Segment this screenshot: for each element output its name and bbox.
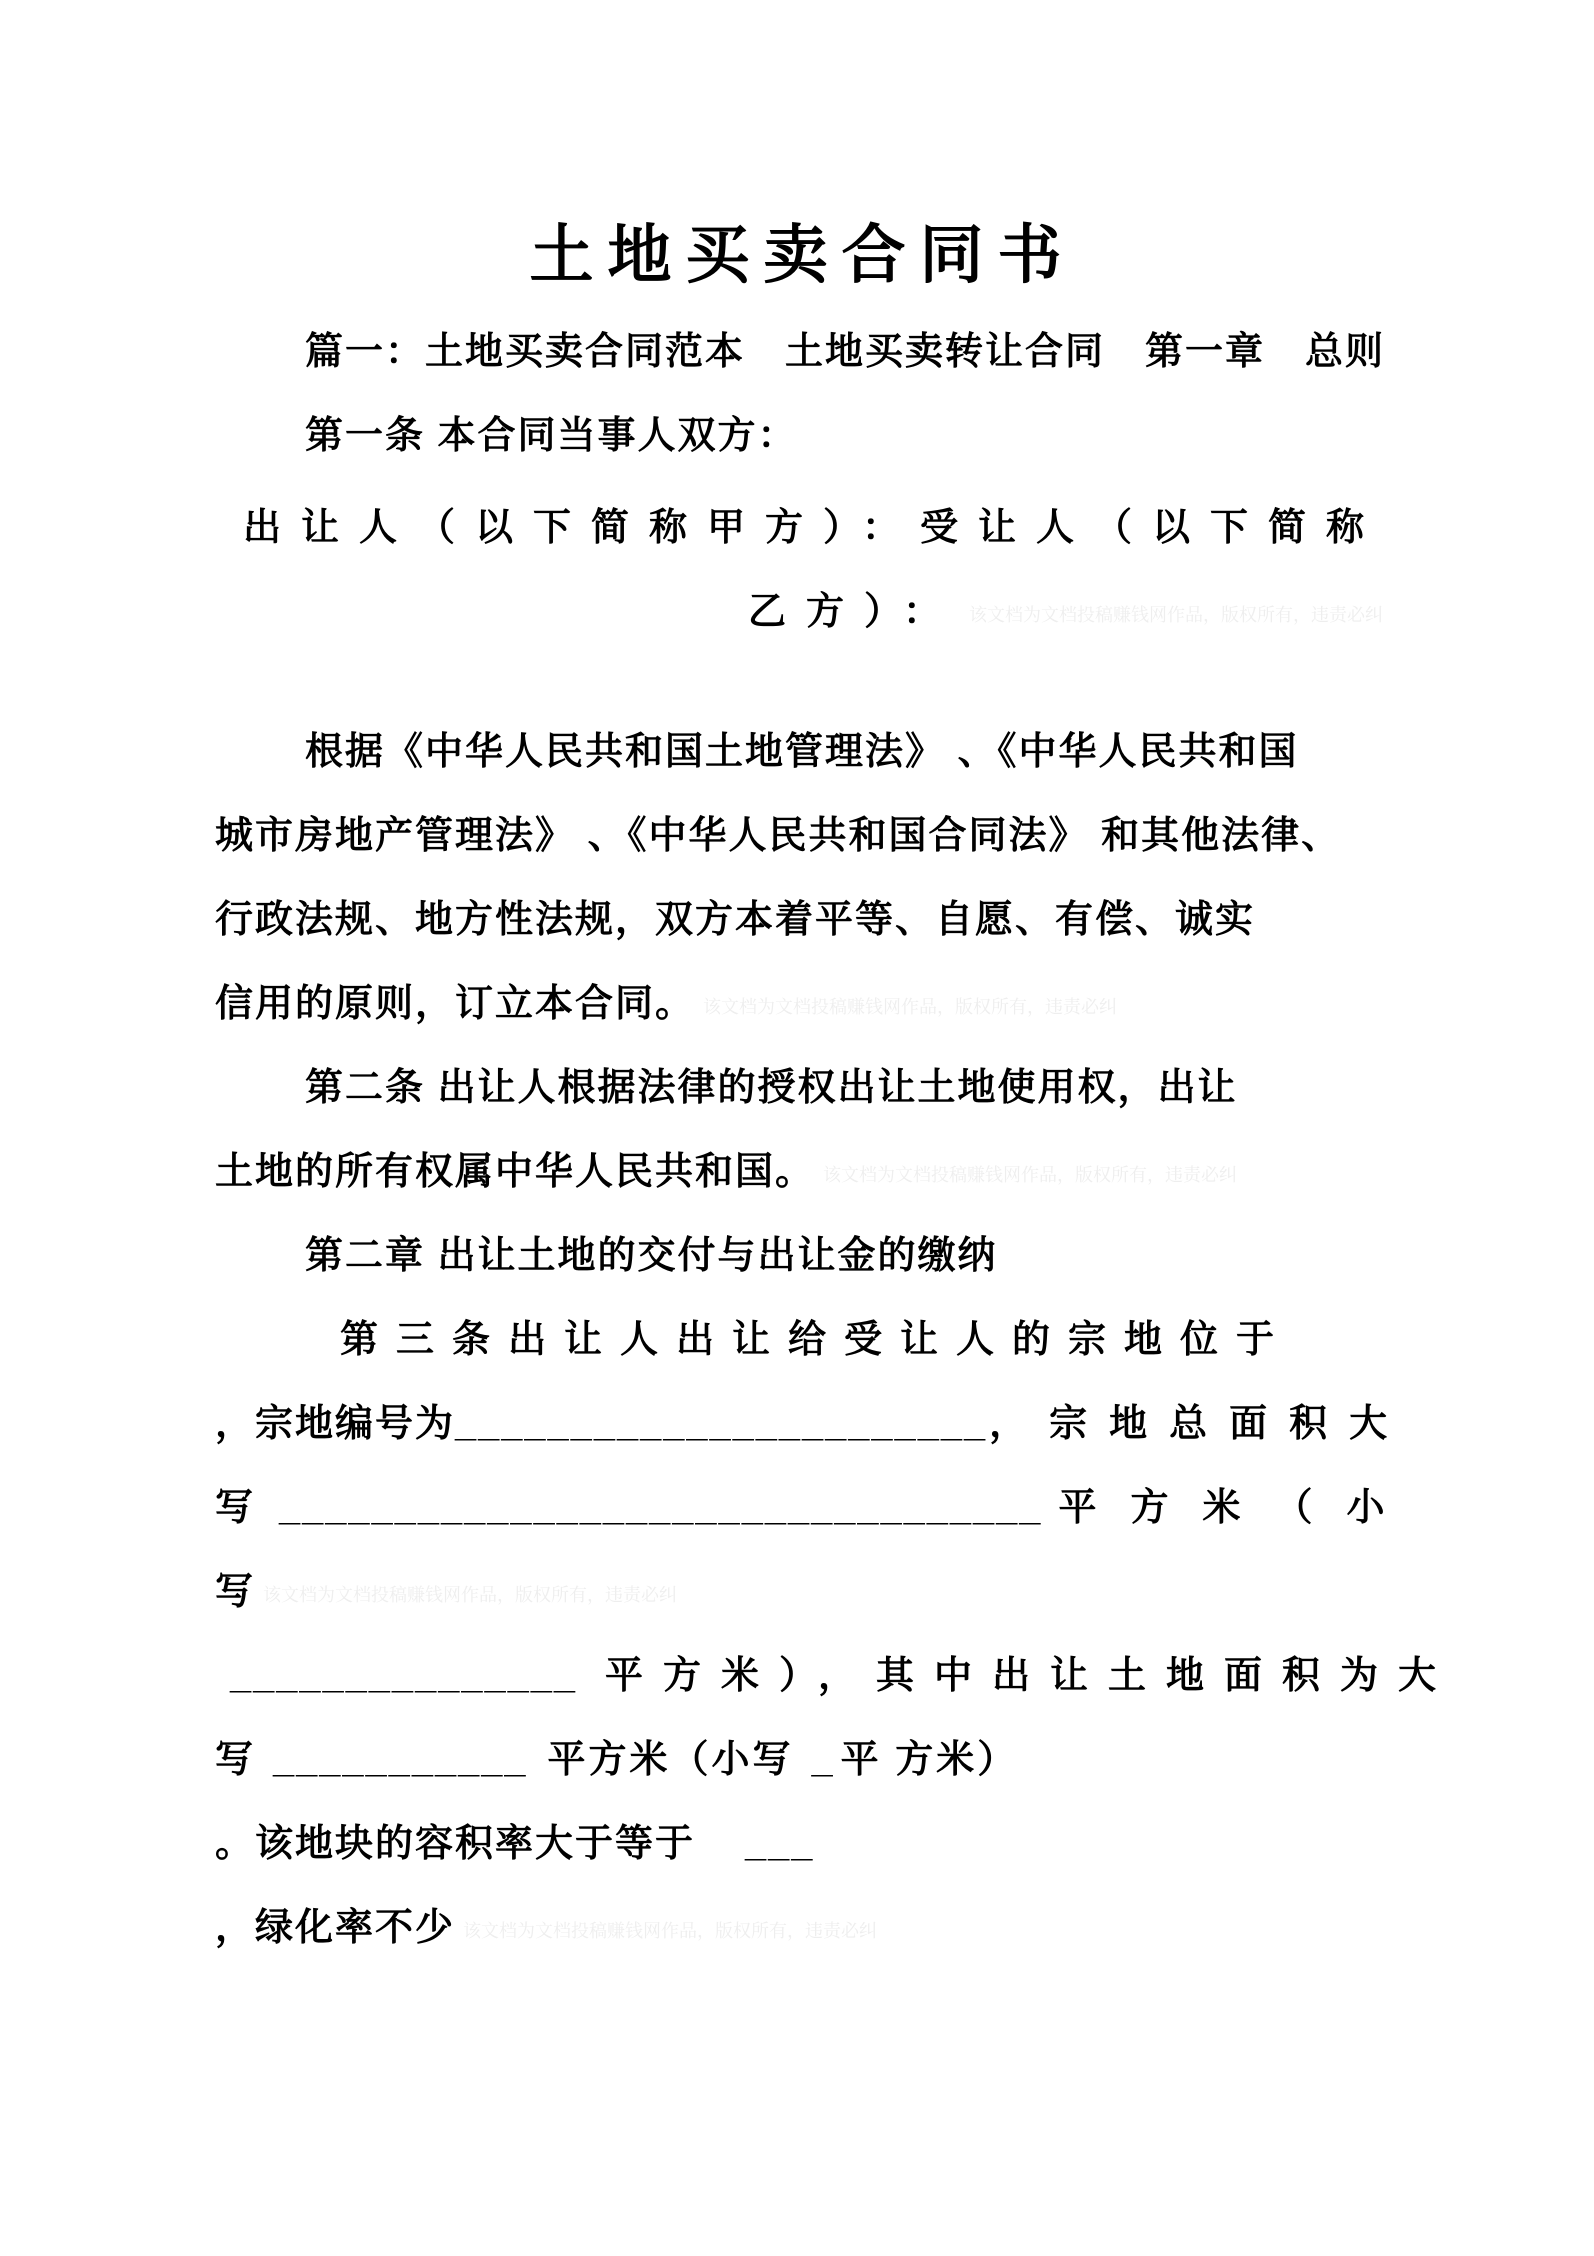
plot-ratio-label: 。该地块的容积率大于等于 [215,1823,696,1865]
transfer-area-label: 平方米），其中出让土地面积为大 [605,1655,1457,1697]
paragraph-transferor-transferee: 出让人（以下简称甲方）：受让人（以下简称 [243,507,1385,549]
watermark-text: 该文档为文档投稿赚钱网作品，版权所有，违责必纠 [969,605,1384,625]
blank-field: ___________ [273,1739,528,1781]
transfer-sqm-label: 平方米（小写 [547,1739,794,1781]
paragraph-part-one-heading: 篇一：土地买卖合同范本 土地买卖转让合同 第一章 总则 [305,331,1386,373]
article-2-cont-text: 土地的所有权属中华人民共和国。 [215,1151,816,1193]
watermark-text: 该文档为文档投稿赚钱网作品，版权所有，违责必纠 [263,1585,678,1605]
paragraph-area-small [215,1550,1390,1634]
paragraph-greening-rate [215,1886,1390,1970]
greening-rate-label: ，绿化率不少 [215,1907,456,1949]
parcel-area-label: ，宗地总面积大 [989,1403,1410,1445]
blank-field: _______________________ [455,1403,988,1445]
area-small-label: 写 [215,1571,256,1613]
paragraph-legal-basis-1: 根据《中华人民共和国土地管理法》 、《中华人民共和国 [305,731,1299,773]
paragraph-area-capital [215,1466,1419,1550]
blank-gap [215,654,1390,710]
blank-field: _______________ [230,1655,578,1697]
paragraph-legal-basis-4 [215,962,1390,1046]
paragraph-transfer-area [215,1634,1457,1718]
blank-field: _ [811,1739,835,1781]
paragraph-party-b [215,570,1390,654]
paragraph-chapter-2-heading: 第二章 出让土地的交付与出让金的缴纳 [305,1235,998,1277]
paragraph-article-2-cont [215,1130,1390,1214]
paragraph-legal-basis-3: 行政法规、地方性法规，双方本着平等、自愿、有偿、诚实 [215,899,1256,941]
paragraph-plot-ratio [215,1802,1390,1886]
area-capital-label: 写 [215,1487,256,1529]
transfer-area-capital-label: 写 [215,1739,256,1781]
blank-field: ___ [745,1823,815,1865]
legal-basis-4-text: 信用的原则，订立本合同。 [215,983,696,1025]
watermark-text: 该文档为文档投稿赚钱网作品，版权所有，违责必纠 [823,1165,1238,1185]
paragraph-article-1: 第一条 本合同当事人双方： [305,415,798,457]
paragraph-article-2: 第二条 出让人根据法律的授权出让土地使用权，出让 [305,1067,1238,1109]
paragraph-article-3: 第三条出让人出让给受让人的宗地位于 [340,1319,1293,1361]
party-b-text: 乙方）： [748,591,962,633]
parcel-number-label: ，宗地编号为 [215,1403,456,1445]
paragraph-legal-basis-2: 城市房地产管理法》 、《中华人民共和国合同法》 和其他法律、 [215,815,1342,857]
paragraph-parcel-number [215,1382,1410,1466]
transfer-sqm-close-label: 平 方米） [840,1739,1019,1781]
watermark-text: 该文档为文档投稿赚钱网作品，版权所有，违责必纠 [463,1921,878,1941]
document-title: 土地买卖合同书 [529,219,1076,291]
square-meters-label: 平方米（小 [1058,1487,1419,1529]
blank-field: _________________________________ [279,1487,1043,1529]
paragraph-transfer-area-capital [215,1718,1390,1802]
watermark-text: 该文档为文档投稿赚钱网作品，版权所有，违责必纠 [703,997,1118,1017]
